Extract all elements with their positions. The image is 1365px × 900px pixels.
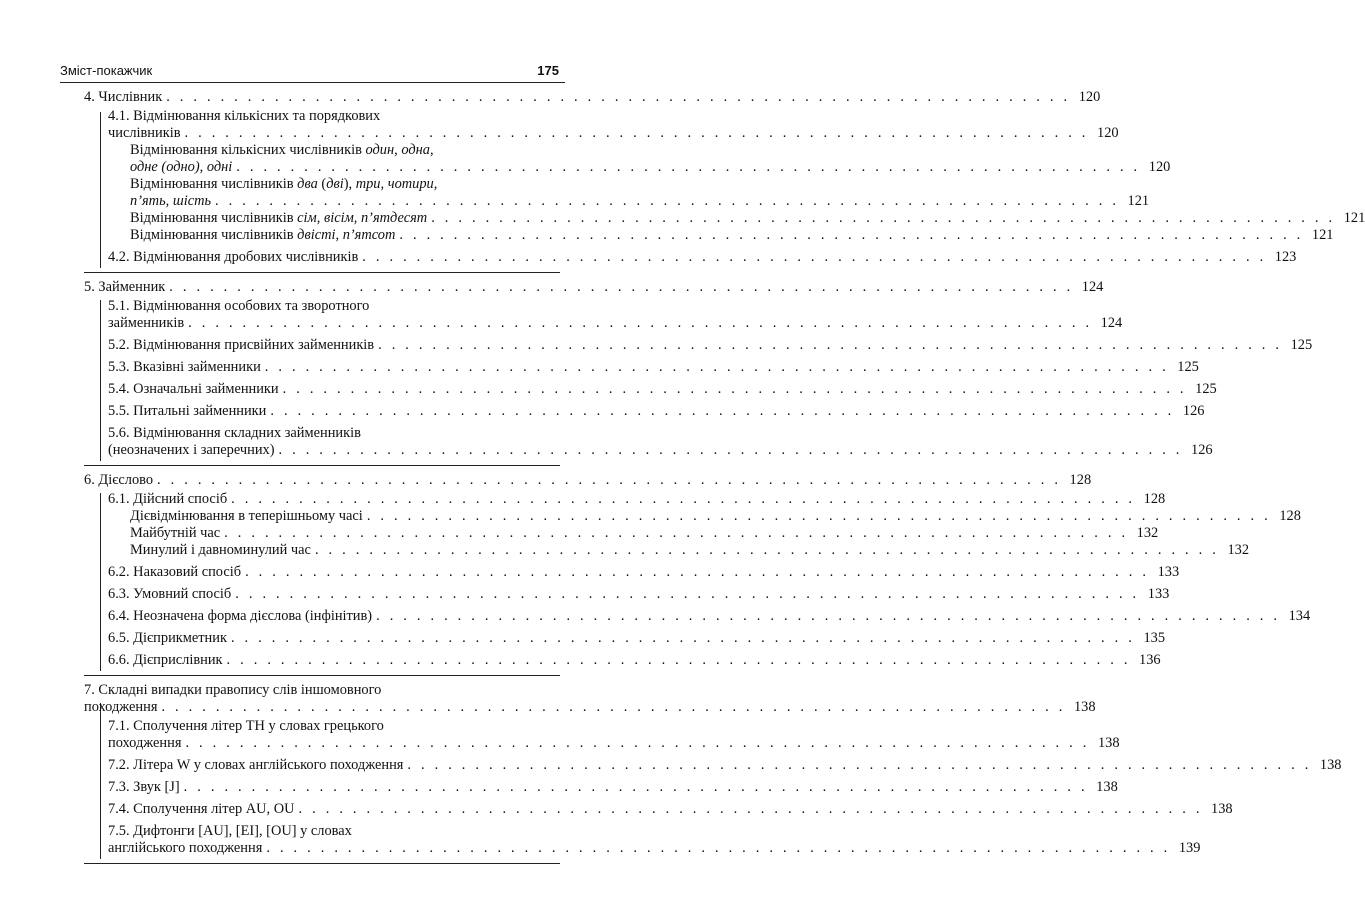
- toc-chapter[interactable]: [84, 682, 1096, 716]
- dot-leader: . . . . . . . . . . . . . . . . . . . . . . . . . . . . . . . . . . . . . . . . . . . . . . . . . . . . . . . . . . . . . . . . . . .: [166, 89, 1071, 105]
- toc-entry-label: 5.3. Вказівні займенники: [108, 359, 261, 375]
- toc-entry-label: 6.6. Дієприслівник: [108, 652, 223, 668]
- toc-chapter-page: 124: [1081, 279, 1104, 295]
- toc-entry-label: 7.4. Сполучення літер AU, OU: [108, 801, 295, 817]
- toc-subsection[interactable]: [108, 298, 1123, 332]
- toc-chapter[interactable]: [84, 89, 1101, 106]
- toc-section: [84, 466, 1311, 676]
- toc-entry-label-start: Відмінювання кількісних числівників один, одна,: [130, 142, 434, 158]
- toc-subsection[interactable]: [108, 403, 1205, 420]
- toc-entry-page: 126: [1182, 403, 1205, 419]
- toc-entry-label: походження: [108, 735, 182, 751]
- toc-subsection[interactable]: [108, 630, 1166, 647]
- toc-entry-page: 132: [1227, 542, 1250, 558]
- toc-subsection[interactable]: [108, 823, 1201, 857]
- toc-entry-page: 128: [1143, 491, 1166, 507]
- toc-entry-page: 126: [1191, 442, 1213, 458]
- toc-entry-page: 135: [1143, 630, 1166, 646]
- toc-subsection[interactable]: [108, 249, 1297, 266]
- toc-subsection[interactable]: [108, 425, 1213, 459]
- section-rule: [100, 112, 101, 268]
- table-of-contents: [84, 85, 1365, 864]
- toc-chapter-label: 6. Дієслово: [84, 472, 154, 488]
- dot-leader: . . . . . . . . . . . . . . . . . . . . . . . . . . . . . . . . . . . . . . . . . . . . . . . . . . . . . . . . . . . . . . . . . . .: [183, 779, 1088, 795]
- toc-subsection[interactable]: [108, 586, 1170, 603]
- toc-subsection[interactable]: [108, 801, 1233, 818]
- dot-leader: . . . . . . . . . . . . . . . . . . . . . . . . . . . . . . . . . . . . . . . . . . . . . . . . . . . . . . . . . . . . . . . . . . .: [431, 210, 1336, 226]
- toc-entry-page: 121: [1127, 193, 1150, 209]
- section-rule: [100, 703, 101, 859]
- dot-leader: . . . . . . . . . . . . . . . . . . . . . . . . . . . . . . . . . . . . . . . . . . . . . . . . . . . . . . . . . . . . . . . . . . .: [362, 249, 1267, 265]
- toc-chapter-label: 5. Займенник: [84, 279, 166, 295]
- toc-subitem[interactable]: [130, 227, 1334, 244]
- toc-entry-label: 6.2. Наказовий спосіб: [108, 564, 242, 580]
- toc-chapter-page: 120: [1078, 89, 1101, 105]
- toc-entry-label-start: Відмінювання числівників два (дві), три, чотири,: [130, 176, 438, 192]
- toc-subitem[interactable]: [130, 508, 1301, 525]
- dot-leader: . . . . . . . . . . . . . . . . . . . . . . . . . . . . . . . . . . . . . . . . . . . . . . . . . . . . . . . . . . . . . . . . . . .: [157, 472, 1062, 488]
- dot-leader: . . . . . . . . . . . . . . . . . . . . . . . . . . . . . . . . . . . . . . . . . . . . . . . . . . . . . . . . . . . . . . . . . . .: [298, 801, 1203, 817]
- toc-chapter-label: 4. Числівник: [84, 89, 163, 105]
- dot-leader: . . . . . . . . . . . . . . . . . . . . . . . . . . . . . . . . . . . . . . . . . . . . . . . . . . . . . . . . . . . . . . . . . . .: [314, 542, 1220, 558]
- toc-entry-label: Відмінювання числівників двісті, п’ятсот: [130, 227, 396, 243]
- toc-entry-label: 6.5. Дієприкметник: [108, 630, 227, 646]
- toc-chapter[interactable]: [84, 279, 1104, 296]
- toc-entry-page: 139: [1178, 840, 1201, 856]
- dot-leader: . . . . . . . . . . . . . . . . . . . . . . . . . . . . . . . . . . . . . . . . . . . . . . . . . . . . . . . . . . . . . . . . . . .: [366, 508, 1271, 524]
- toc-entry-label: займенників: [108, 315, 185, 331]
- page-number: 175: [537, 63, 559, 78]
- toc-entry-page: 132: [1136, 525, 1159, 541]
- toc-entry-label: п’ять, шість: [130, 193, 212, 209]
- toc-entry-page: 138: [1211, 801, 1233, 817]
- toc-entry-label-start: 5.6. Відмінювання складних займенників: [108, 425, 361, 441]
- toc-entry-page: 121: [1311, 227, 1334, 243]
- toc-subsection[interactable]: [108, 757, 1342, 774]
- toc-entry-label: Минулий і давноминулий час: [130, 542, 311, 558]
- toc-entry-label: 6.4. Неозначена форма дієслова (інфінітив): [108, 608, 373, 624]
- running-head-title: Зміст-покажчик: [60, 63, 153, 78]
- toc-entry-page: 121: [1343, 210, 1365, 226]
- dot-leader: . . . . . . . . . . . . . . . . . . . . . . . . . . . . . . . . . . . . . . . . . . . . . . . . . . . . . . . . . . . . . . . . . . .: [407, 757, 1312, 773]
- toc-entry-label-start: 7.1. Сполучення літер TH у словах грецького: [108, 718, 384, 734]
- toc-chapter-label: походження: [84, 699, 158, 715]
- toc-entry-page: 120: [1097, 125, 1119, 141]
- toc-subsection[interactable]: [108, 779, 1118, 796]
- toc-subsection[interactable]: [108, 718, 1120, 752]
- dot-leader: . . . . . . . . . . . . . . . . . . . . . . . . . . . . . . . . . . . . . . . . . . . . . . . . . . . . . . . . . . . . . . . . . . .: [270, 403, 1175, 419]
- toc-subitem[interactable]: [130, 210, 1365, 227]
- toc-chapter[interactable]: [84, 472, 1092, 489]
- toc-chapter-label-start: 7. Складні випадки правопису слів іншомовного: [84, 682, 382, 698]
- toc-entry-page: 125: [1177, 359, 1199, 375]
- dot-leader: . . . . . . . . . . . . . . . . . . . . . . . . . . . . . . . . . . . . . . . . . . . . . . . . . . . . . . . . . . . . . . . . . . .: [231, 491, 1136, 507]
- dot-leader: . . . . . . . . . . . . . . . . . . . . . . . . . . . . . . . . . . . . . . . . . . . . . . . . . . . . . . . . . . . . . . . . . . .: [278, 442, 1183, 458]
- toc-subsection[interactable]: [108, 608, 1311, 625]
- toc-entry-label: 7.3. Звук [J]: [108, 779, 180, 795]
- dot-leader: . . . . . . . . . . . . . . . . . . . . . . . . . . . . . . . . . . . . . . . . . . . . . . . . . . . . . . . . . . . . . . . . . . .: [161, 699, 1066, 715]
- toc-entry-page: 138: [1097, 735, 1120, 751]
- toc-entry-label: 5.5. Питальні займенники: [108, 403, 267, 419]
- toc-entry-label: Дієвідмінювання в теперішньому часі: [130, 508, 363, 524]
- toc-subsection[interactable]: [108, 564, 1180, 581]
- toc-entry-label: англійського походження: [108, 840, 263, 856]
- toc-entry-label-start: 7.5. Дифтонги [AU], [EI], [OU] у словах: [108, 823, 352, 839]
- dot-leader: . . . . . . . . . . . . . . . . . . . . . . . . . . . . . . . . . . . . . . . . . . . . . . . . . . . . . . . . . . . . . . . . . . .: [230, 630, 1136, 646]
- toc-entry-label-start: 4.1. Відмінювання кількісних та порядкових: [108, 108, 381, 124]
- toc-entry-page: 138: [1096, 779, 1118, 795]
- toc-chapter-page: 128: [1069, 472, 1092, 488]
- dot-leader: . . . . . . . . . . . . . . . . . . . . . . . . . . . . . . . . . . . . . . . . . . . . . . . . . . . . . . . . . . . . . . . . . . .: [169, 279, 1074, 295]
- dot-leader: . . . . . . . . . . . . . . . . . . . . . . . . . . . . . . . . . . . . . . . . . . . . . . . . . . . . . . . . . . . . . . . . . . .: [266, 840, 1171, 856]
- dot-leader: . . . . . . . . . . . . . . . . . . . . . . . . . . . . . . . . . . . . . . . . . . . . . . . . . . . . . . . . . . . . . . . . . . .: [185, 735, 1090, 751]
- toc-section: [84, 676, 1342, 864]
- toc-subsection[interactable]: [108, 359, 1199, 376]
- toc-entry-label: 4.2. Відмінювання дробових числівників: [108, 249, 359, 265]
- toc-subsection[interactable]: [108, 337, 1313, 354]
- toc-entry-label: (неозначених і заперечних): [108, 442, 275, 458]
- toc-entry-label-start: 5.1. Відмінювання особових та зворотного: [108, 298, 370, 314]
- dot-leader: . . . . . . . . . . . . . . . . . . . . . . . . . . . . . . . . . . . . . . . . . . . . . . . . . . . . . . . . . . . . . . . . . . .: [282, 381, 1187, 397]
- toc-entry-label: Майбутній час: [130, 525, 221, 541]
- toc-entry-label: 5.2. Відмінювання присвійних займенників: [108, 337, 375, 353]
- toc-subitem[interactable]: [130, 525, 1159, 542]
- dot-leader: . . . . . . . . . . . . . . . . . . . . . . . . . . . . . . . . . . . . . . . . . . . . . . . . . . . . . . . . . . . . . . . . . . .: [264, 359, 1169, 375]
- toc-subitem[interactable]: [130, 142, 1171, 176]
- toc-entry-label: 6.3. Умовний спосіб: [108, 586, 232, 602]
- toc-chapter-page: 138: [1073, 699, 1096, 715]
- toc-subitem[interactable]: [130, 542, 1250, 559]
- toc-entry-page: 125: [1290, 337, 1313, 353]
- toc-entry-page: 128: [1279, 508, 1301, 524]
- toc-entry-page: 138: [1319, 757, 1342, 773]
- toc-entry-page: 133: [1157, 564, 1180, 580]
- toc-entry-page: 136: [1139, 652, 1161, 668]
- toc-subitem[interactable]: [130, 176, 1150, 210]
- dot-leader: . . . . . . . . . . . . . . . . . . . . . . . . . . . . . . . . . . . . . . . . . . . . . . . . . . . . . . . . . . . . . . . . . . .: [188, 315, 1093, 331]
- section-rule: [100, 300, 101, 461]
- toc-subsection[interactable]: [108, 491, 1166, 508]
- toc-entry-page: 120: [1148, 159, 1171, 175]
- toc-entry-page: 134: [1288, 608, 1311, 624]
- toc-entry-label: 6.1. Дійсний спосіб: [108, 491, 228, 507]
- toc-section: [84, 273, 1313, 466]
- toc-section: [84, 85, 1365, 273]
- toc-subsection[interactable]: [108, 108, 1119, 142]
- toc-subsection[interactable]: [108, 652, 1161, 669]
- dot-leader: . . . . . . . . . . . . . . . . . . . . . . . . . . . . . . . . . . . . . . . . . . . . . . . . . . . . . . . . . . . . . . . . . . .: [224, 525, 1129, 541]
- dot-leader: . . . . . . . . . . . . . . . . . . . . . . . . . . . . . . . . . . . . . . . . . . . . . . . . . . . . . . . . . . . . . . . . . . .: [245, 564, 1150, 580]
- toc-entry-label: одне (одно), одні: [130, 159, 233, 175]
- dot-leader: . . . . . . . . . . . . . . . . . . . . . . . . . . . . . . . . . . . . . . . . . . . . . . . . . . . . . . . . . . . . . . . . . . .: [215, 193, 1120, 209]
- toc-entry-page: 124: [1100, 315, 1123, 331]
- section-rule: [100, 493, 101, 671]
- toc-entry-label: Відмінювання числівників сім, вісім, п’ятдесят: [130, 210, 428, 226]
- toc-entry-page: 123: [1274, 249, 1297, 265]
- dot-leader: . . . . . . . . . . . . . . . . . . . . . . . . . . . . . . . . . . . . . . . . . . . . . . . . . . . . . . . . . . . . . . . . . . .: [236, 159, 1141, 175]
- dot-leader: . . . . . . . . . . . . . . . . . . . . . . . . . . . . . . . . . . . . . . . . . . . . . . . . . . . . . . . . . . . . . . . . . . .: [399, 227, 1304, 243]
- toc-entry-label: числівників: [108, 125, 181, 141]
- toc-subsection[interactable]: [108, 381, 1217, 398]
- toc-entry-page: 133: [1147, 586, 1170, 602]
- toc-entry-label: 7.2. Літера W у словах англійського походження: [108, 757, 404, 773]
- dot-leader: . . . . . . . . . . . . . . . . . . . . . . . . . . . . . . . . . . . . . . . . . . . . . . . . . . . . . . . . . . . . . . . . . . .: [376, 608, 1281, 624]
- running-head: [60, 62, 565, 83]
- dot-leader: . . . . . . . . . . . . . . . . . . . . . . . . . . . . . . . . . . . . . . . . . . . . . . . . . . . . . . . . . . . . . . . . . . .: [235, 586, 1140, 602]
- dot-leader: . . . . . . . . . . . . . . . . . . . . . . . . . . . . . . . . . . . . . . . . . . . . . . . . . . . . . . . . . . . . . . . . . . .: [378, 337, 1283, 353]
- toc-entry-label: 5.4. Означальні займенники: [108, 381, 279, 397]
- toc-entry-page: 125: [1195, 381, 1217, 397]
- dot-leader: . . . . . . . . . . . . . . . . . . . . . . . . . . . . . . . . . . . . . . . . . . . . . . . . . . . . . . . . . . . . . . . . . . .: [226, 652, 1131, 668]
- dot-leader: . . . . . . . . . . . . . . . . . . . . . . . . . . . . . . . . . . . . . . . . . . . . . . . . . . . . . . . . . . . . . . . . . . .: [184, 125, 1089, 141]
